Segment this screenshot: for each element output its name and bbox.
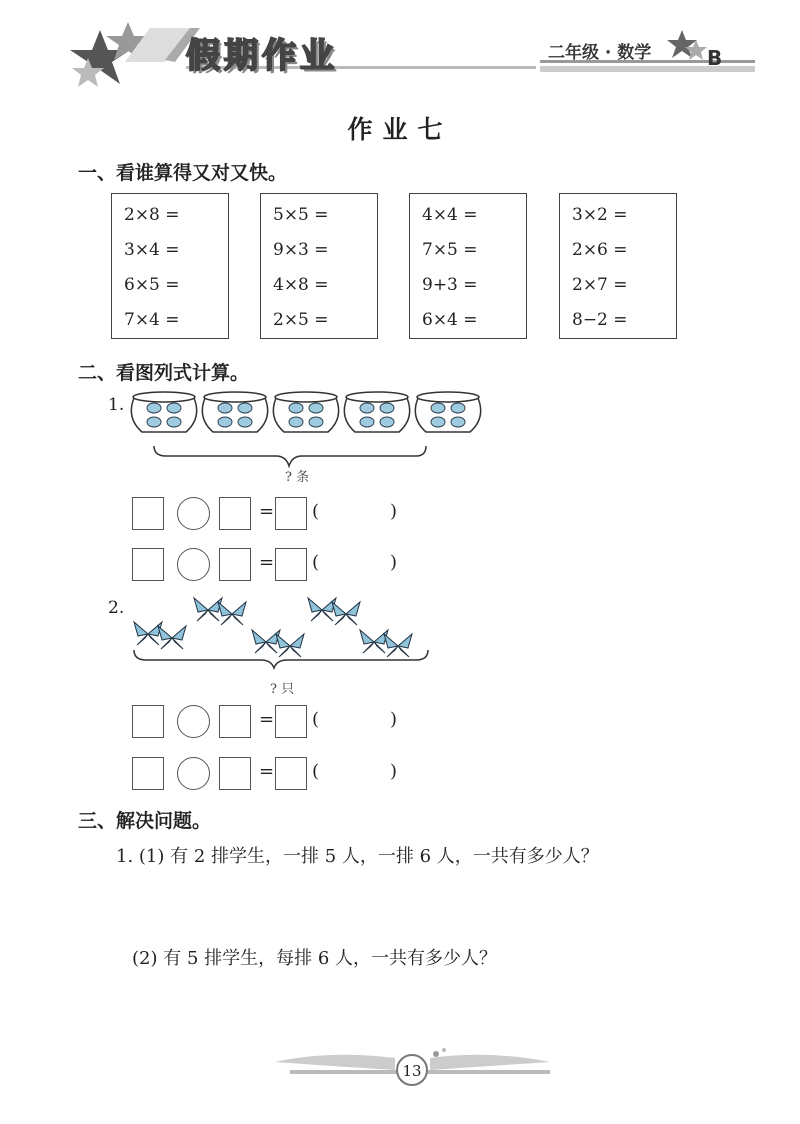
word-problem-1: 1. (1) 有 2 排学生，一排 5 人，一排 6 人，一共有多少人？ <box>116 846 599 867</box>
answer-box[interactable] <box>132 548 164 581</box>
calc-box-2 <box>260 193 378 339</box>
calc-item: 2×8 = <box>124 205 180 225</box>
fish-icon <box>167 417 181 427</box>
fish-bowl-icon <box>344 392 409 432</box>
unit-paren-open: ( <box>312 501 320 522</box>
calc-item: 6×5 = <box>124 275 180 295</box>
equals-sign: = <box>259 761 275 782</box>
fish-bowl-icon <box>273 392 338 432</box>
fish-bowl-icon <box>131 392 196 432</box>
fish-icon <box>167 403 181 413</box>
operator-circle[interactable] <box>177 497 210 530</box>
answer-box[interactable] <box>132 757 164 790</box>
calc-item: 8−2 = <box>572 310 628 330</box>
unit-paren-close: ) <box>390 501 398 522</box>
fish-icon <box>147 417 161 427</box>
q1-question-label: ? 条 <box>285 470 310 485</box>
fish-bowls-illustration <box>126 388 486 468</box>
unit-paren-open: ( <box>312 761 320 782</box>
section1-heading: 一、看谁算得又对又快。 <box>78 162 288 184</box>
unit-paren-close: ) <box>390 709 398 730</box>
equation-row <box>132 548 412 584</box>
fish-icon <box>238 417 252 427</box>
calc-item: 7×5 = <box>422 240 478 260</box>
equals-sign: = <box>259 552 275 573</box>
calc-item: 7×4 = <box>124 310 180 330</box>
calc-item: 4×8 = <box>273 275 329 295</box>
answer-box[interactable] <box>219 548 251 581</box>
fish-icon <box>309 417 323 427</box>
equals-sign: = <box>259 709 275 730</box>
small-star-icon <box>667 30 707 60</box>
equation-row <box>132 757 412 793</box>
fish-icon <box>218 403 232 413</box>
q2-question-label: ? 只 <box>270 682 295 697</box>
calc-item: 9+3 = <box>422 275 478 295</box>
calc-box-3 <box>409 193 527 339</box>
calc-item: 2×7 = <box>572 275 628 295</box>
header-decoration <box>0 0 800 100</box>
fish-icon <box>380 403 394 413</box>
fish-bowl-icon <box>415 392 480 432</box>
operator-circle[interactable] <box>177 705 210 738</box>
answer-box[interactable] <box>219 497 251 530</box>
unit-paren-close: ) <box>390 761 398 782</box>
calc-box-4 <box>559 193 677 339</box>
fish-icon <box>238 403 252 413</box>
operator-circle[interactable] <box>177 548 210 581</box>
fish-icon <box>431 403 445 413</box>
unit-paren-close: ) <box>390 552 398 573</box>
fish-icon <box>360 403 374 413</box>
section2-heading: 二、看图列式计算。 <box>78 362 250 384</box>
operator-circle[interactable] <box>177 757 210 790</box>
fish-bowl-icon <box>202 392 267 432</box>
butterfly-icon <box>332 602 360 625</box>
fish-icon <box>380 417 394 427</box>
edition-label: B <box>707 46 723 70</box>
section3-heading: 三、解决问题。 <box>78 810 212 832</box>
q1-number: 1. <box>108 395 125 415</box>
fish-icon <box>431 417 445 427</box>
fish-icon <box>289 417 303 427</box>
fish-icon <box>451 417 465 427</box>
calc-item: 5×5 = <box>273 205 329 225</box>
fish-icon <box>451 403 465 413</box>
equation-row <box>132 497 412 533</box>
butterfly-icon <box>158 626 186 649</box>
page-number: 13 <box>396 1054 428 1086</box>
brand-title: 假期作业 <box>186 36 338 76</box>
calc-box-1 <box>111 193 229 339</box>
calc-item: 3×2 = <box>572 205 628 225</box>
butterfly-icon <box>218 602 246 625</box>
answer-box[interactable] <box>219 757 251 790</box>
q2-number: 2. <box>108 598 125 618</box>
answer-box[interactable] <box>275 497 307 530</box>
answer-box[interactable] <box>132 705 164 738</box>
calc-item: 3×4 = <box>124 240 180 260</box>
page-title: 作业七 <box>347 115 453 144</box>
butterfly-icon <box>384 634 412 657</box>
answer-box[interactable] <box>275 705 307 738</box>
calc-item: 9×3 = <box>273 240 329 260</box>
calc-item: 4×4 = <box>422 205 478 225</box>
answer-box[interactable] <box>275 757 307 790</box>
fish-icon <box>289 403 303 413</box>
answer-box[interactable] <box>219 705 251 738</box>
fish-icon <box>309 403 323 413</box>
fish-icon <box>218 417 232 427</box>
unit-paren-open: ( <box>312 552 320 573</box>
calc-item: 2×5 = <box>273 310 329 330</box>
equation-row <box>132 705 412 741</box>
grade-subject: 二年级 · 数学 <box>548 43 652 63</box>
answer-box[interactable] <box>132 497 164 530</box>
answer-box[interactable] <box>275 548 307 581</box>
fish-icon <box>360 417 374 427</box>
butterfly-icon <box>276 634 304 657</box>
unit-paren-open: ( <box>312 709 320 730</box>
brace <box>154 446 426 466</box>
page-header <box>0 0 800 100</box>
equals-sign: = <box>259 501 275 522</box>
calc-item: 2×6 = <box>572 240 628 260</box>
fish-icon <box>147 403 161 413</box>
calc-item: 6×4 = <box>422 310 478 330</box>
butterflies-illustration <box>126 592 446 672</box>
word-problem-2: (2) 有 5 排学生，每排 6 人，一共有多少人？ <box>132 948 498 969</box>
